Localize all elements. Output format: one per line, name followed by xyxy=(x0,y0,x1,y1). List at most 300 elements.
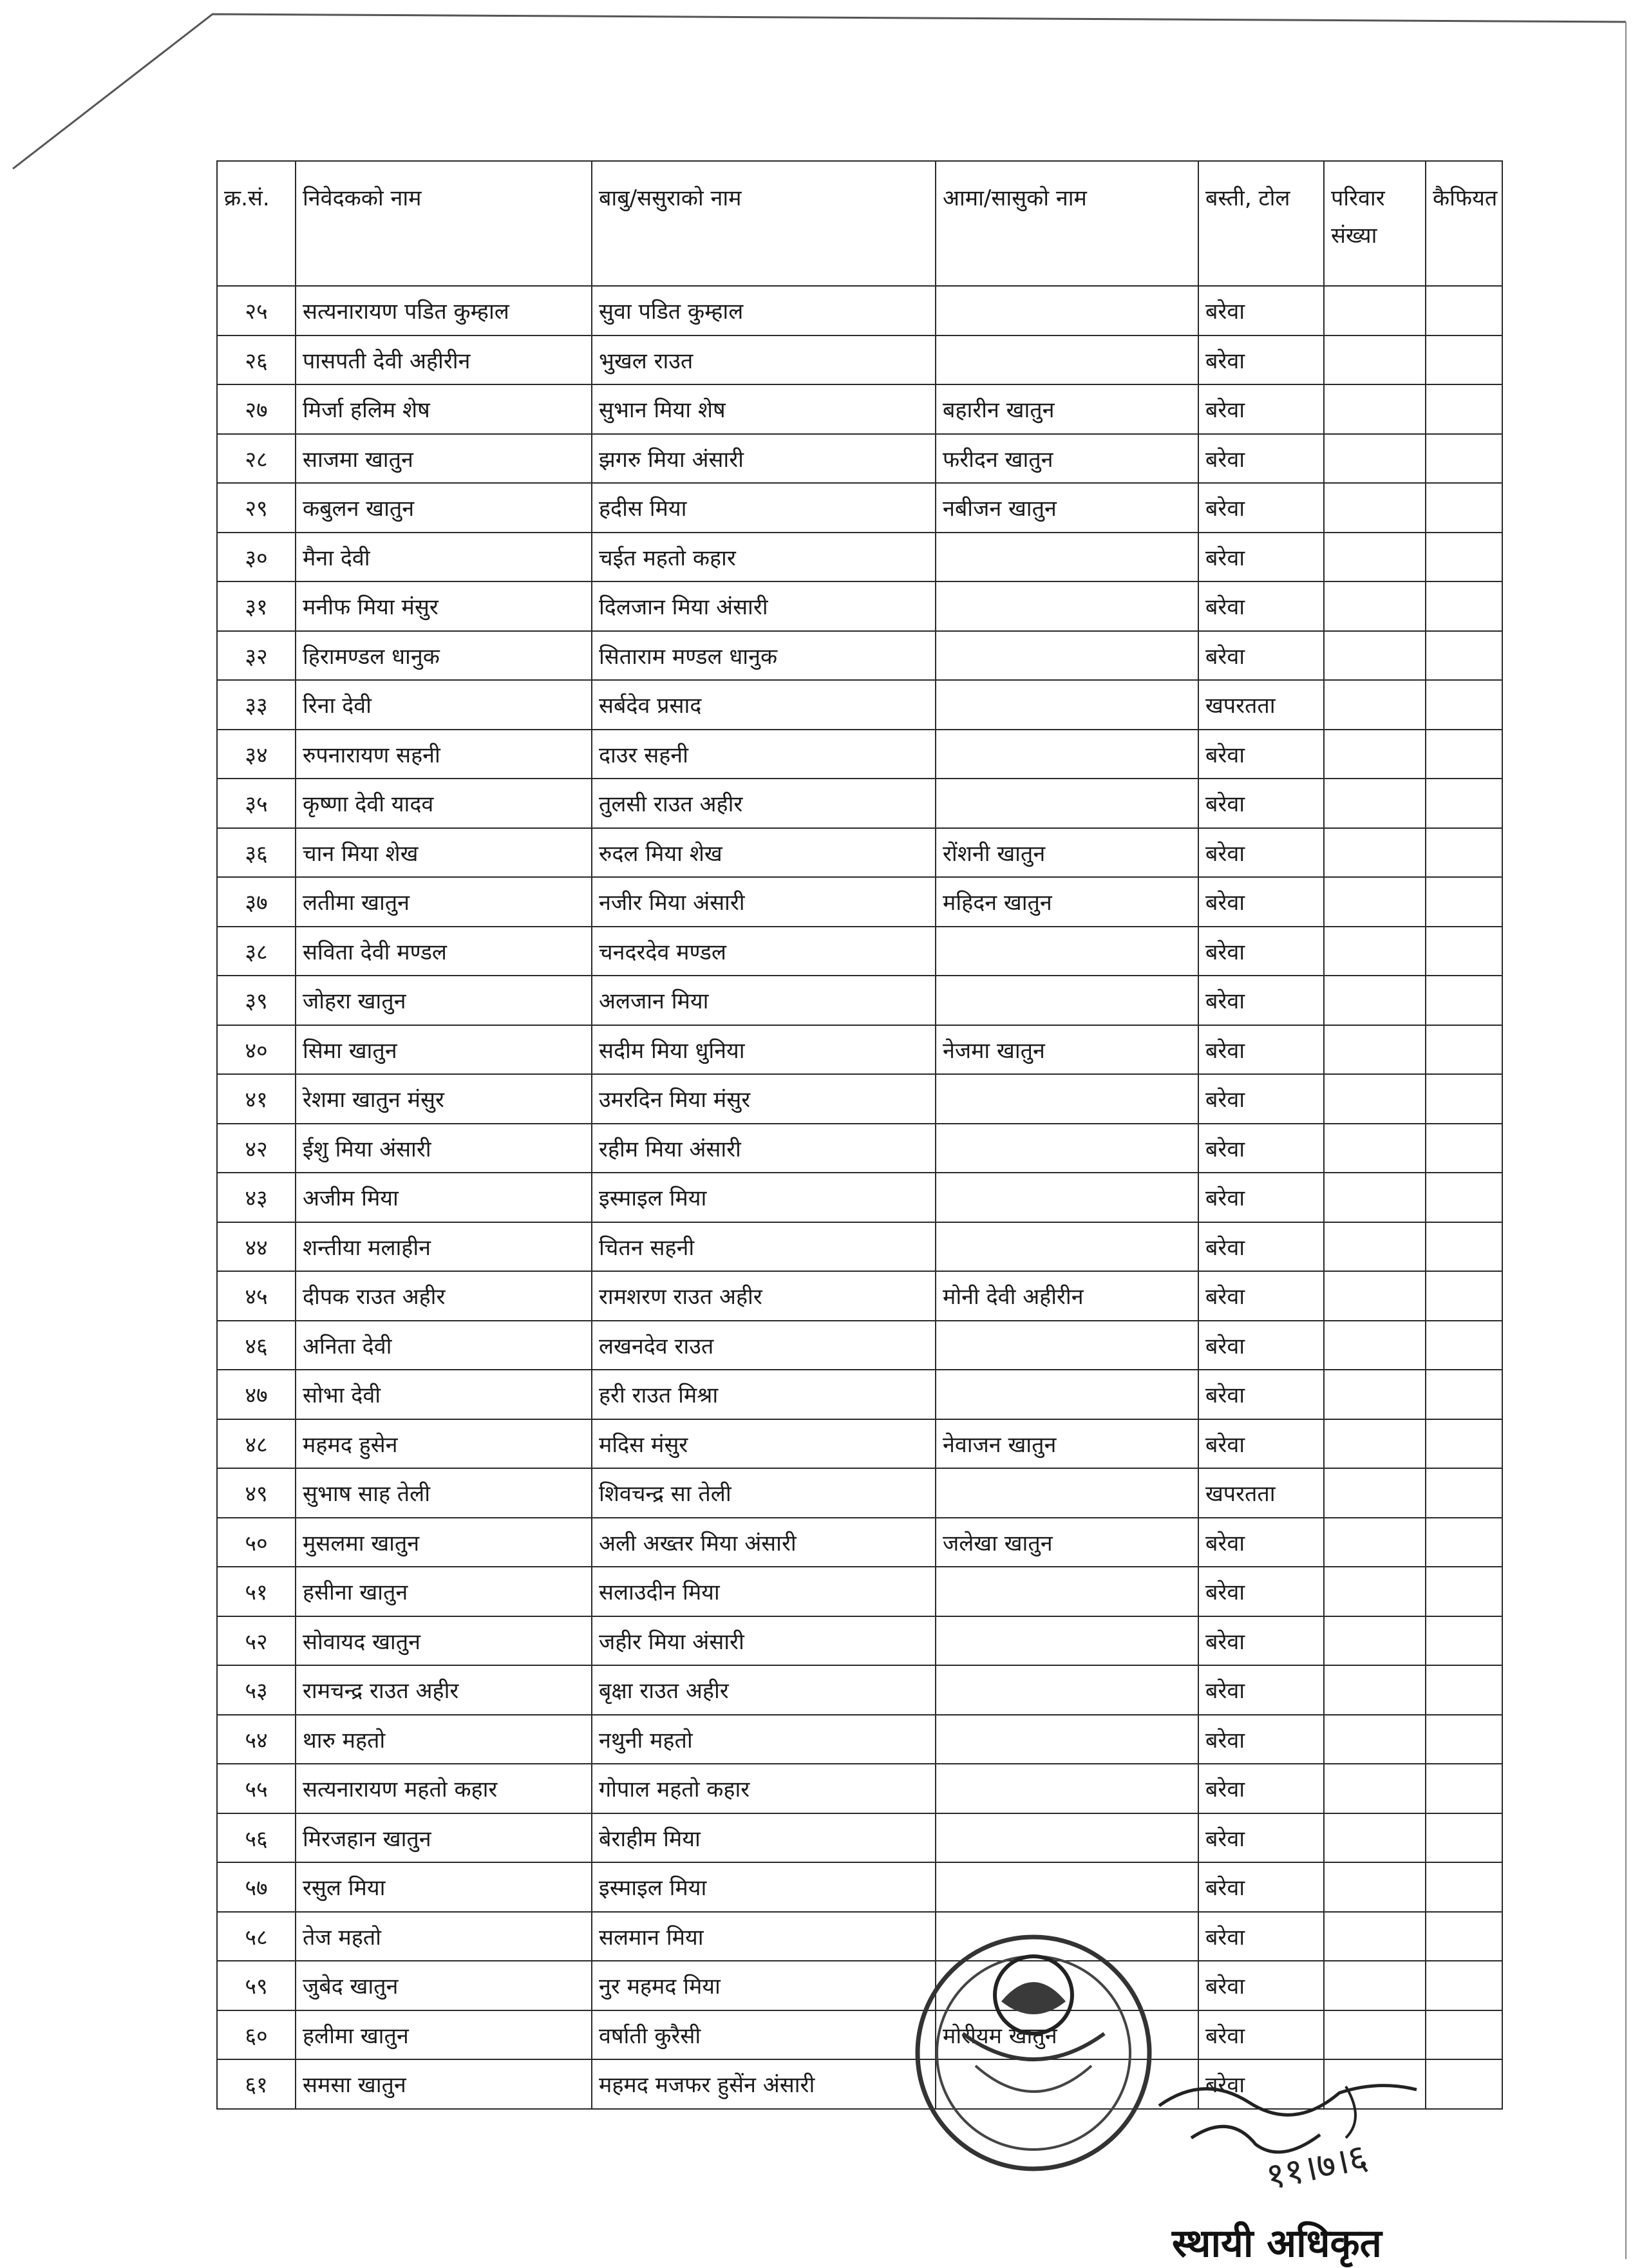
row-serial-number: ४९ xyxy=(217,1468,296,1518)
row-settlement: बरेवा xyxy=(1198,434,1324,484)
row-family-count xyxy=(1324,1321,1426,1370)
row-mother-name xyxy=(936,1813,1198,1863)
row-family-count xyxy=(1324,1025,1426,1075)
row-father-name: हरी राउत मिश्रा xyxy=(592,1370,936,1419)
row-father-name: सिताराम मण्डल धानुक xyxy=(592,631,936,681)
row-mother-name xyxy=(936,779,1198,828)
row-father-name: गोपाल महतो कहार xyxy=(592,1764,936,1813)
row-father-name: उमरदिन मिया मंसुर xyxy=(592,1074,936,1124)
row-applicant-name: रेशमा खातुन मंसुर xyxy=(296,1074,592,1124)
row-family-count xyxy=(1324,1616,1426,1666)
row-remark xyxy=(1426,1567,1502,1616)
row-applicant-name: तेज महतो xyxy=(296,1912,592,1961)
row-serial-number: ५६ xyxy=(217,1813,296,1863)
row-father-name: महमद मजफर हुसेंन अंसारी xyxy=(592,2059,936,2109)
row-mother-name xyxy=(936,1124,1198,1173)
row-applicant-name: शन्तीया मलाहीन xyxy=(296,1222,592,1272)
table-row xyxy=(217,1912,1502,1961)
row-serial-number: ५३ xyxy=(217,1665,296,1715)
row-mother-name xyxy=(936,1567,1198,1616)
row-applicant-name: पासपती देवी अहीरीन xyxy=(296,335,592,385)
row-family-count xyxy=(1324,1665,1426,1715)
row-father-name: अली अख्तर मिया अंसारी xyxy=(592,1518,936,1567)
row-serial-number: २६ xyxy=(217,335,296,385)
row-mother-name: फरीदन खातुन xyxy=(936,434,1198,484)
row-settlement: बरेवा xyxy=(1198,1961,1324,2010)
table-row xyxy=(217,1222,1502,1272)
row-father-name: अलजान मिया xyxy=(592,976,936,1025)
row-family-count xyxy=(1324,483,1426,533)
row-serial-number: ६० xyxy=(217,2010,296,2060)
table-row xyxy=(217,335,1502,385)
table-row xyxy=(217,1468,1502,1518)
row-settlement: बरेवा xyxy=(1198,779,1324,828)
row-remark xyxy=(1426,1419,1502,1469)
row-father-name: चनदरदेव मण्डल xyxy=(592,927,936,976)
row-remark xyxy=(1426,1222,1502,1272)
row-remark xyxy=(1426,1468,1502,1518)
header-father-name: बाबु/ससुराको नाम xyxy=(592,161,936,286)
office-seal-stamp xyxy=(905,1918,1175,2188)
row-father-name: इस्माइल मिया xyxy=(592,1862,936,1912)
row-settlement: खपरतता xyxy=(1198,1468,1324,1518)
row-serial-number: ३४ xyxy=(217,730,296,779)
header-applicant-name: निवेदकको नाम xyxy=(296,161,592,286)
header-settlement: बस्ती, टोल xyxy=(1198,161,1324,286)
row-mother-name xyxy=(936,927,1198,976)
table-body xyxy=(217,286,1502,2109)
table-row xyxy=(217,384,1502,434)
row-mother-name xyxy=(936,631,1198,681)
row-applicant-name: रसुल मिया xyxy=(296,1862,592,1912)
row-serial-number: ३० xyxy=(217,533,296,582)
row-applicant-name: सविता देवी मण्डल xyxy=(296,927,592,976)
row-serial-number: ३६ xyxy=(217,828,296,878)
row-applicant-name: सिमा खातुन xyxy=(296,1025,592,1075)
row-family-count xyxy=(1324,1173,1426,1222)
row-father-name: दाउर सहनी xyxy=(592,730,936,779)
header-family-count: परिवार संख्या xyxy=(1324,161,1426,286)
row-settlement: बरेवा xyxy=(1198,1173,1324,1222)
row-settlement: बरेवा xyxy=(1198,1862,1324,1912)
row-father-name: रुदल मिया शेख xyxy=(592,828,936,878)
header-serial-number: क्र.सं. xyxy=(217,161,296,286)
header-remarks: कैफियत xyxy=(1426,161,1502,286)
row-settlement: बरेवा xyxy=(1198,1912,1324,1961)
row-family-count xyxy=(1324,730,1426,779)
table-row xyxy=(217,976,1502,1025)
row-father-name: सदीम मिया धुनिया xyxy=(592,1025,936,1075)
row-family-count xyxy=(1324,1961,1426,2010)
row-remark xyxy=(1426,1321,1502,1370)
row-remark xyxy=(1426,1813,1502,1863)
row-mother-name: नेजमा खातुन xyxy=(936,1025,1198,1075)
row-father-name: हदीस मिया xyxy=(592,483,936,533)
row-family-count xyxy=(1324,384,1426,434)
row-settlement: बरेवा xyxy=(1198,1321,1324,1370)
row-settlement: बरेवा xyxy=(1198,1567,1324,1616)
row-applicant-name: ईशु मिया अंसारी xyxy=(296,1124,592,1173)
row-settlement: बरेवा xyxy=(1198,335,1324,385)
row-settlement: बरेवा xyxy=(1198,581,1324,631)
row-applicant-name: हिरामण्डल धानुक xyxy=(296,631,592,681)
row-mother-name xyxy=(936,1074,1198,1124)
row-serial-number: ४२ xyxy=(217,1124,296,1173)
row-remark xyxy=(1426,1912,1502,1961)
row-applicant-name: अनिता देवी xyxy=(296,1321,592,1370)
row-father-name: नथुनी महतो xyxy=(592,1715,936,1764)
row-father-name: लखनदेव राउत xyxy=(592,1321,936,1370)
row-settlement: बरेवा xyxy=(1198,1419,1324,1469)
row-family-count xyxy=(1324,631,1426,681)
table-row xyxy=(217,1813,1502,1863)
table-row xyxy=(217,1518,1502,1567)
row-settlement: बरेवा xyxy=(1198,533,1324,582)
row-mother-name xyxy=(936,1715,1198,1764)
row-serial-number: ३५ xyxy=(217,779,296,828)
row-settlement: बरेवा xyxy=(1198,2059,1324,2109)
row-mother-name: नबीजन खातुन xyxy=(936,483,1198,533)
row-remark xyxy=(1426,1074,1502,1124)
row-remark xyxy=(1426,286,1502,335)
row-applicant-name: अजीम मिया xyxy=(296,1173,592,1222)
table-row xyxy=(217,877,1502,927)
row-mother-name xyxy=(936,1370,1198,1419)
row-mother-name xyxy=(936,1764,1198,1813)
row-remark xyxy=(1426,1665,1502,1715)
row-applicant-name: जुबेद खातुन xyxy=(296,1961,592,2010)
row-serial-number: ३८ xyxy=(217,927,296,976)
row-settlement: बरेवा xyxy=(1198,1222,1324,1272)
row-applicant-name: सोभा देवी xyxy=(296,1370,592,1419)
table-row xyxy=(217,1862,1502,1912)
row-remark xyxy=(1426,1616,1502,1666)
row-applicant-name: चान मिया शेख xyxy=(296,828,592,878)
row-family-count xyxy=(1324,1222,1426,1272)
row-father-name: चितन सहनी xyxy=(592,1222,936,1272)
table-row xyxy=(217,1124,1502,1173)
table-row xyxy=(217,533,1502,582)
row-applicant-name: सत्यनारायण महतो कहार xyxy=(296,1764,592,1813)
row-family-count xyxy=(1324,581,1426,631)
row-father-name: रहीम मिया अंसारी xyxy=(592,1124,936,1173)
row-applicant-name: सुभाष साह तेली xyxy=(296,1468,592,1518)
row-applicant-name: लतीमा खातुन xyxy=(296,877,592,927)
row-settlement: बरेवा xyxy=(1198,927,1324,976)
row-remark xyxy=(1426,483,1502,533)
row-remark xyxy=(1426,1518,1502,1567)
table-row xyxy=(217,1764,1502,1813)
row-settlement: बरेवा xyxy=(1198,1370,1324,1419)
row-mother-name: मोरीयम खातुन xyxy=(936,2010,1198,2060)
row-mother-name: बहारीन खातुन xyxy=(936,384,1198,434)
row-mother-name: रोंशनी खातुन xyxy=(936,828,1198,878)
table-row xyxy=(217,434,1502,484)
row-remark xyxy=(1426,335,1502,385)
row-family-count xyxy=(1324,1813,1426,1863)
row-family-count xyxy=(1324,1912,1426,1961)
row-remark xyxy=(1426,2010,1502,2060)
table-row xyxy=(217,2010,1502,2060)
row-settlement: बरेवा xyxy=(1198,1271,1324,1321)
table-row xyxy=(217,1715,1502,1764)
row-father-name: रामशरण राउत अहीर xyxy=(592,1271,936,1321)
row-settlement: बरेवा xyxy=(1198,976,1324,1025)
table-row xyxy=(217,1271,1502,1321)
row-settlement: बरेवा xyxy=(1198,286,1324,335)
signature-date: ११।७।६ xyxy=(1262,2136,1372,2198)
row-serial-number: ५० xyxy=(217,1518,296,1567)
row-serial-number: ४० xyxy=(217,1025,296,1075)
row-father-name: सुवा पडित कुम्हाल xyxy=(592,286,936,335)
table-row xyxy=(217,483,1502,533)
table-row xyxy=(217,1025,1502,1075)
row-mother-name xyxy=(936,1862,1198,1912)
row-mother-name: महिदन खातुन xyxy=(936,877,1198,927)
row-applicant-name: जोहरा खातुन xyxy=(296,976,592,1025)
row-remark xyxy=(1426,434,1502,484)
row-family-count xyxy=(1324,877,1426,927)
table-row xyxy=(217,680,1502,730)
row-serial-number: ४३ xyxy=(217,1173,296,1222)
row-serial-number: ३७ xyxy=(217,877,296,927)
row-father-name: सलमान मिया xyxy=(592,1912,936,1961)
table-header-row xyxy=(217,161,1502,286)
row-remark xyxy=(1426,877,1502,927)
row-father-name: भुखल राउत xyxy=(592,335,936,385)
row-applicant-name: सत्यनारायण पडित कुम्हाल xyxy=(296,286,592,335)
row-mother-name xyxy=(936,533,1198,582)
row-settlement: खपरतता xyxy=(1198,680,1324,730)
table-row xyxy=(217,1665,1502,1715)
row-serial-number: ५५ xyxy=(217,1764,296,1813)
row-applicant-name: कबुलन खातुन xyxy=(296,483,592,533)
row-family-count xyxy=(1324,1518,1426,1567)
row-father-name: बेराहीम मिया xyxy=(592,1813,936,1863)
row-applicant-name: कृष्णा देवी यादव xyxy=(296,779,592,828)
row-father-name: सुभान मिया शेष xyxy=(592,384,936,434)
row-serial-number: ५९ xyxy=(217,1961,296,2010)
row-mother-name xyxy=(936,1616,1198,1666)
row-applicant-name: मुसलमा खातुन xyxy=(296,1518,592,1567)
row-father-name: शिवचन्द्र सा तेली xyxy=(592,1468,936,1518)
row-family-count xyxy=(1324,286,1426,335)
row-remark xyxy=(1426,828,1502,878)
row-father-name: नजीर मिया अंसारी xyxy=(592,877,936,927)
row-remark xyxy=(1426,581,1502,631)
row-mother-name: जलेखा खातुन xyxy=(936,1518,1198,1567)
row-father-name: चईत महतो कहार xyxy=(592,533,936,582)
row-applicant-name: रुपनारायण सहनी xyxy=(296,730,592,779)
table-row xyxy=(217,1567,1502,1616)
beneficiary-table xyxy=(216,160,1503,2110)
row-serial-number: ३२ xyxy=(217,631,296,681)
row-father-name: जहीर मिया अंसारी xyxy=(592,1616,936,1666)
row-applicant-name: रामचन्द्र राउत अहीर xyxy=(296,1665,592,1715)
row-settlement: बरेवा xyxy=(1198,631,1324,681)
row-serial-number: २९ xyxy=(217,483,296,533)
row-mother-name xyxy=(936,1321,1198,1370)
row-serial-number: ३३ xyxy=(217,680,296,730)
header-mother-name: आमा/सासुको नाम xyxy=(936,161,1198,286)
table-row xyxy=(217,779,1502,828)
row-remark xyxy=(1426,631,1502,681)
row-father-name: वर्षाती कुरैसी xyxy=(592,2010,936,2060)
row-remark xyxy=(1426,680,1502,730)
row-serial-number: ३९ xyxy=(217,976,296,1025)
row-serial-number: ४४ xyxy=(217,1222,296,1272)
row-family-count xyxy=(1324,779,1426,828)
row-remark xyxy=(1426,1271,1502,1321)
row-mother-name xyxy=(936,581,1198,631)
table-row xyxy=(217,1961,1502,2010)
row-serial-number: ४५ xyxy=(217,1271,296,1321)
row-remark xyxy=(1426,927,1502,976)
row-settlement: बरेवा xyxy=(1198,1124,1324,1173)
row-remark xyxy=(1426,1715,1502,1764)
officer-title: स्थायी अधिकृत xyxy=(1172,2221,1382,2266)
row-settlement: बरेवा xyxy=(1198,877,1324,927)
row-applicant-name: सोवायद खातुन xyxy=(296,1616,592,1666)
row-applicant-name: मनीफ मिया मंसुर xyxy=(296,581,592,631)
row-serial-number: २८ xyxy=(217,434,296,484)
row-applicant-name: थारु महतो xyxy=(296,1715,592,1764)
row-mother-name xyxy=(936,286,1198,335)
row-serial-number: ५४ xyxy=(217,1715,296,1764)
row-settlement: बरेवा xyxy=(1198,1665,1324,1715)
row-family-count xyxy=(1324,1370,1426,1419)
row-settlement: बरेवा xyxy=(1198,1616,1324,1666)
row-family-count xyxy=(1324,2010,1426,2060)
row-mother-name xyxy=(936,976,1198,1025)
row-family-count xyxy=(1324,434,1426,484)
row-applicant-name: मिरजहान खातुन xyxy=(296,1813,592,1863)
row-family-count xyxy=(1324,828,1426,878)
row-family-count xyxy=(1324,927,1426,976)
row-serial-number: ५२ xyxy=(217,1616,296,1666)
row-applicant-name: साजमा खातुन xyxy=(296,434,592,484)
row-mother-name xyxy=(936,1222,1198,1272)
row-serial-number: ५७ xyxy=(217,1862,296,1912)
row-remark xyxy=(1426,1764,1502,1813)
row-settlement: बरेवा xyxy=(1198,1813,1324,1863)
row-family-count xyxy=(1324,976,1426,1025)
row-remark xyxy=(1426,384,1502,434)
table-row xyxy=(217,581,1502,631)
table-row xyxy=(217,730,1502,779)
row-father-name: दिलजान मिया अंसारी xyxy=(592,581,936,631)
row-applicant-name: समसा खातुन xyxy=(296,2059,592,2109)
row-family-count xyxy=(1324,335,1426,385)
row-settlement: बरेवा xyxy=(1198,384,1324,434)
row-remark xyxy=(1426,779,1502,828)
table-row xyxy=(217,286,1502,335)
row-father-name: झगरु मिया अंसारी xyxy=(592,434,936,484)
table-row xyxy=(217,1173,1502,1222)
row-settlement: बरेवा xyxy=(1198,828,1324,878)
row-settlement: बरेवा xyxy=(1198,1074,1324,1124)
row-family-count xyxy=(1324,1419,1426,1469)
row-father-name: सलाउदीन मिया xyxy=(592,1567,936,1616)
table-row xyxy=(217,1321,1502,1370)
row-remark xyxy=(1426,1862,1502,1912)
row-remark xyxy=(1426,1025,1502,1075)
row-applicant-name: महमद हुसेन xyxy=(296,1419,592,1469)
row-remark xyxy=(1426,1370,1502,1419)
row-remark xyxy=(1426,1124,1502,1173)
row-serial-number: ४७ xyxy=(217,1370,296,1419)
row-serial-number: २७ xyxy=(217,384,296,434)
row-mother-name xyxy=(936,1468,1198,1518)
row-mother-name xyxy=(936,335,1198,385)
row-mother-name xyxy=(936,1665,1198,1715)
row-applicant-name: मिर्जा हलिम शेष xyxy=(296,384,592,434)
row-settlement: बरेवा xyxy=(1198,2010,1324,2060)
row-serial-number: ५१ xyxy=(217,1567,296,1616)
row-serial-number: ६१ xyxy=(217,2059,296,2109)
row-family-count xyxy=(1324,1862,1426,1912)
row-family-count xyxy=(1324,1271,1426,1321)
row-mother-name xyxy=(936,1173,1198,1222)
row-family-count xyxy=(1324,1074,1426,1124)
table-row xyxy=(217,1616,1502,1666)
row-settlement: बरेवा xyxy=(1198,1764,1324,1813)
row-remark xyxy=(1426,1961,1502,2010)
row-father-name: तुलसी राउत अहीर xyxy=(592,779,936,828)
row-family-count xyxy=(1324,533,1426,582)
row-serial-number: ३१ xyxy=(217,581,296,631)
row-father-name: सर्बदेव प्रसाद xyxy=(592,680,936,730)
row-family-count xyxy=(1324,1715,1426,1764)
row-settlement: बरेवा xyxy=(1198,1715,1324,1764)
row-applicant-name: हलीमा खातुन xyxy=(296,2010,592,2060)
row-family-count xyxy=(1324,1124,1426,1173)
row-family-count xyxy=(1324,1567,1426,1616)
row-mother-name xyxy=(936,680,1198,730)
row-serial-number: ४८ xyxy=(217,1419,296,1469)
row-mother-name xyxy=(936,730,1198,779)
row-remark xyxy=(1426,533,1502,582)
row-settlement: बरेवा xyxy=(1198,1518,1324,1567)
row-remark xyxy=(1426,730,1502,779)
row-serial-number: ४६ xyxy=(217,1321,296,1370)
table-row xyxy=(217,1370,1502,1419)
row-applicant-name: रिना देवी xyxy=(296,680,592,730)
table-row xyxy=(217,927,1502,976)
row-settlement: बरेवा xyxy=(1198,730,1324,779)
row-family-count xyxy=(1324,1764,1426,1813)
table-row xyxy=(217,631,1502,681)
row-serial-number: ५८ xyxy=(217,1912,296,1961)
row-family-count xyxy=(1324,680,1426,730)
table-row xyxy=(217,828,1502,878)
row-applicant-name: मैना देवी xyxy=(296,533,592,582)
row-father-name: नुर महमद मिया xyxy=(592,1961,936,2010)
row-father-name: बृक्षा राउत अहीर xyxy=(592,1665,936,1715)
row-settlement: बरेवा xyxy=(1198,483,1324,533)
table-row xyxy=(217,1419,1502,1469)
row-applicant-name: हसीना खातुन xyxy=(296,1567,592,1616)
row-father-name: मदिस मंसुर xyxy=(592,1419,936,1469)
table-row xyxy=(217,1074,1502,1124)
row-mother-name: नेवाजन खातुन xyxy=(936,1419,1198,1469)
row-family-count xyxy=(1324,1468,1426,1518)
row-settlement: बरेवा xyxy=(1198,1025,1324,1075)
row-remark xyxy=(1426,976,1502,1025)
row-serial-number: २५ xyxy=(217,286,296,335)
row-father-name: इस्माइल मिया xyxy=(592,1173,936,1222)
row-serial-number: ४१ xyxy=(217,1074,296,1124)
